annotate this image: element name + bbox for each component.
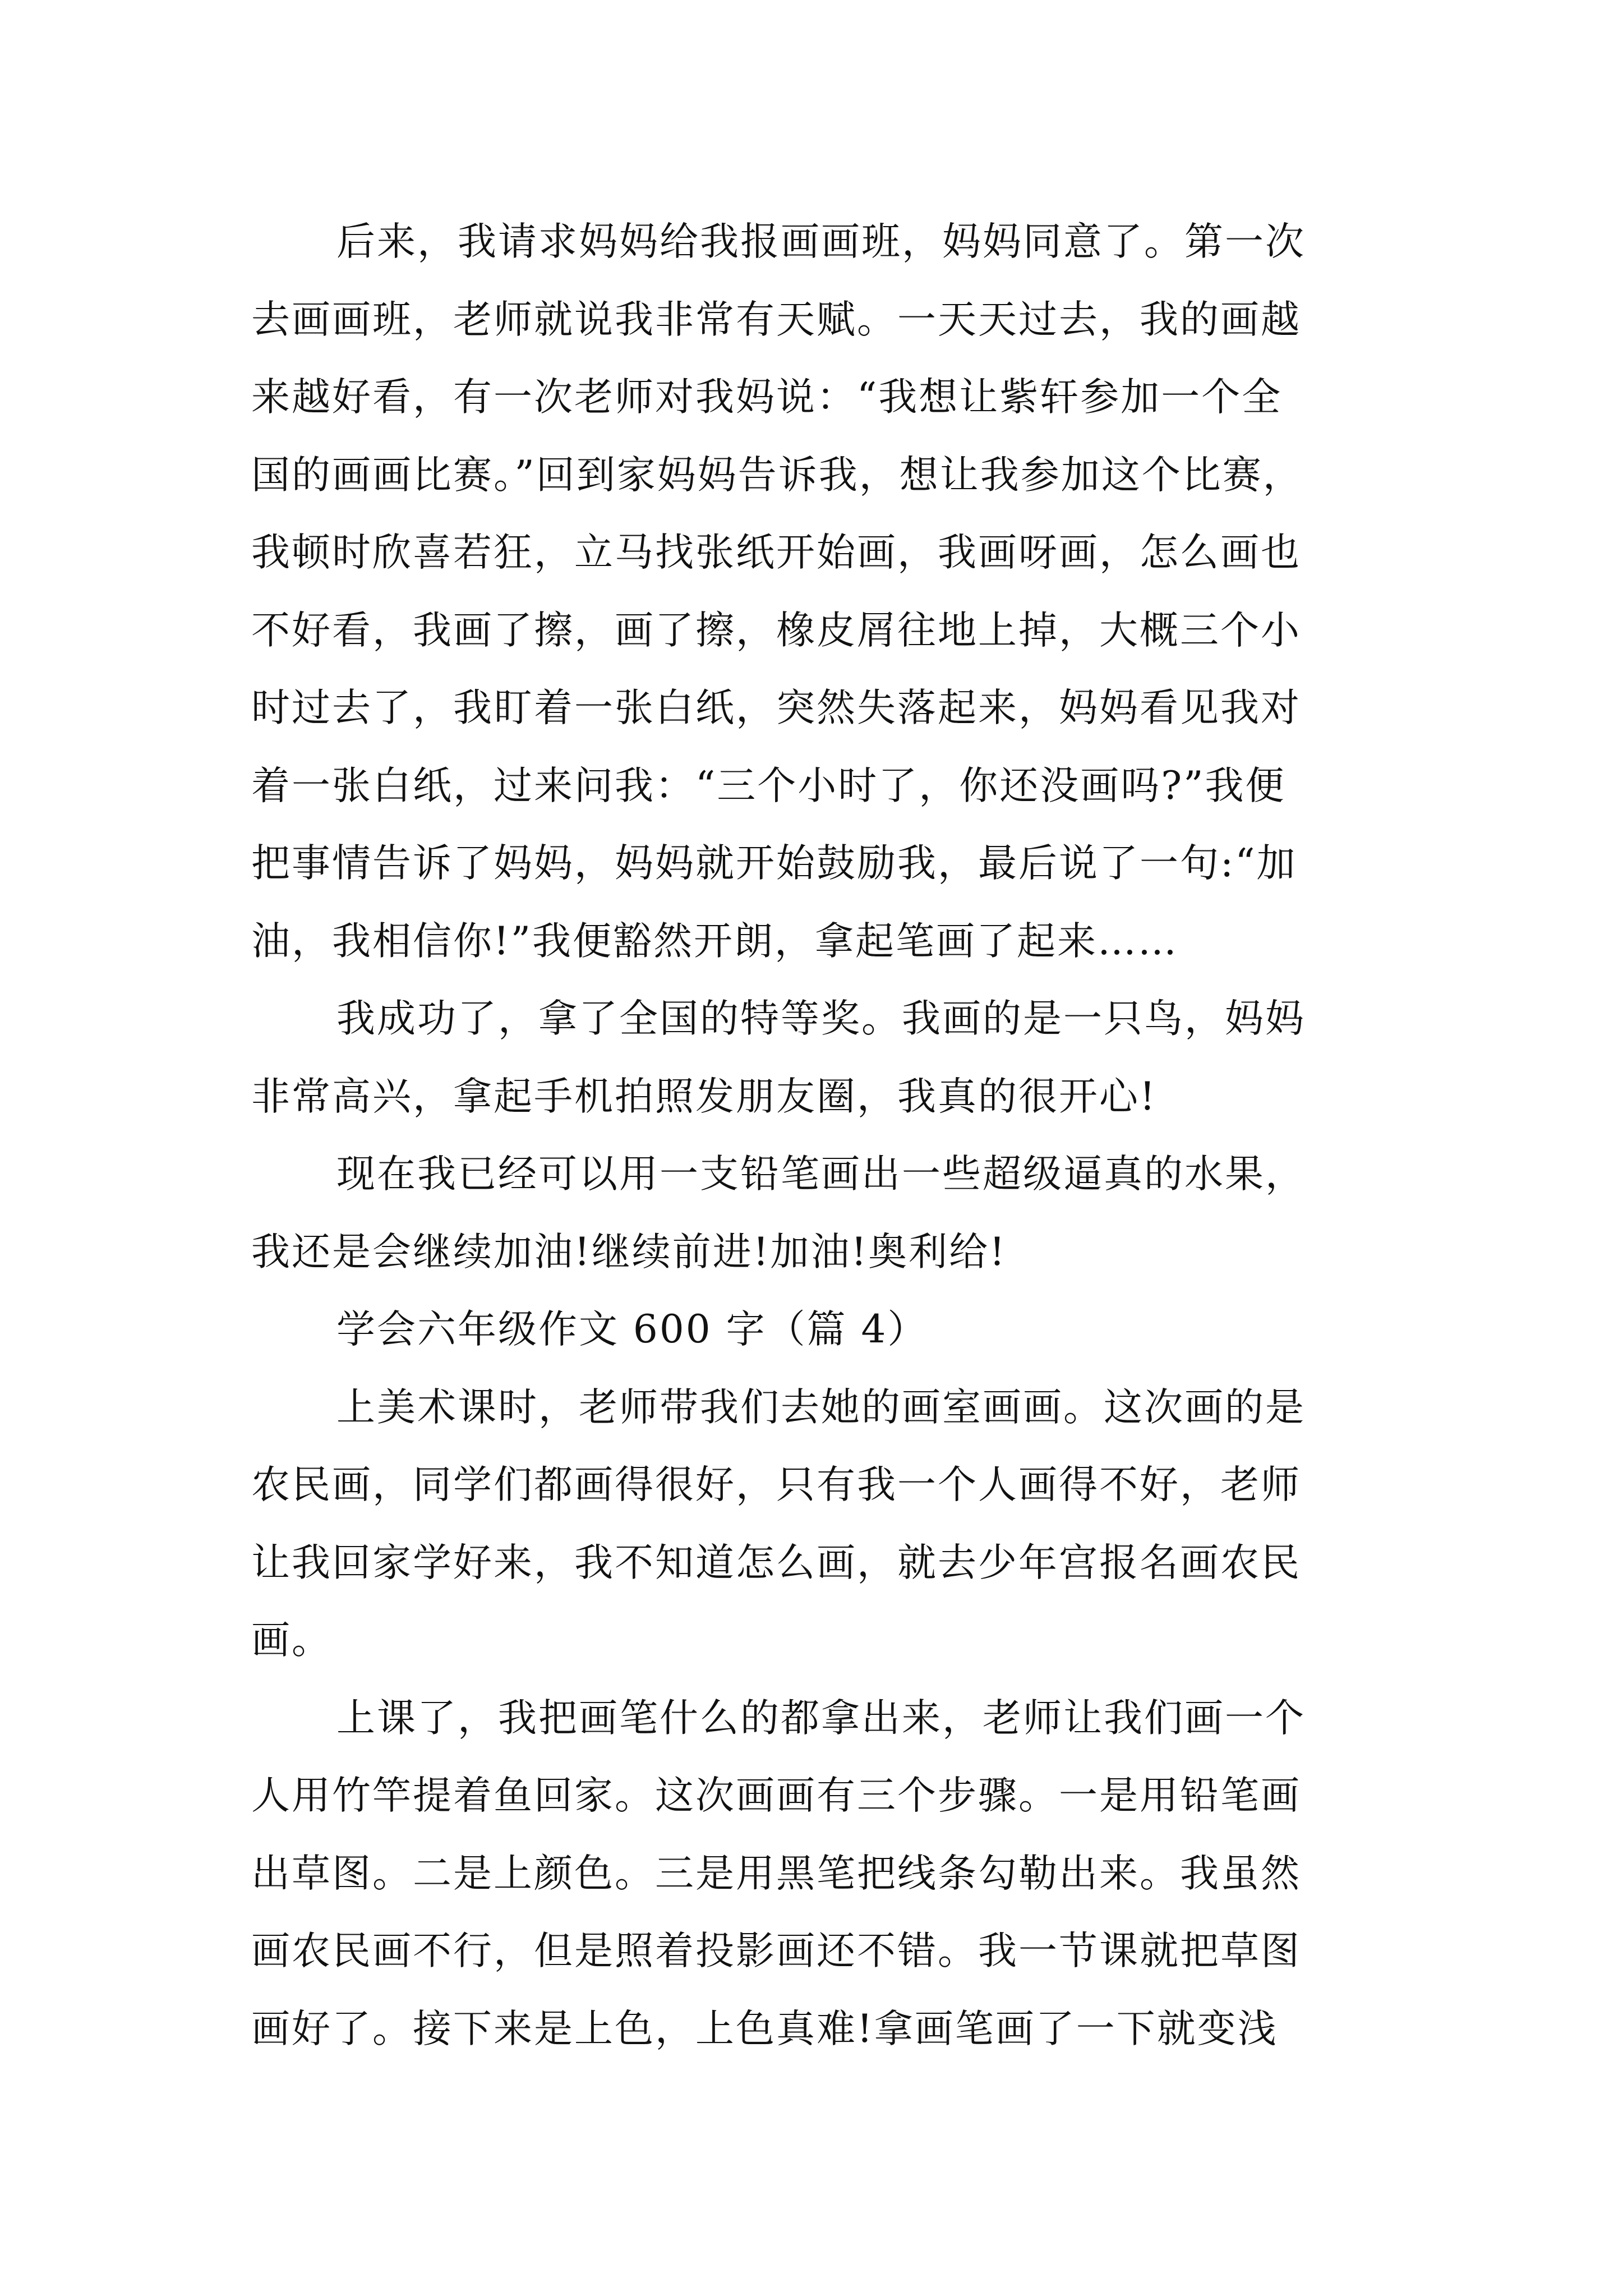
text-line: 农民画，同学们都画得很好，只有我一个人画得不好，老师 <box>251 1462 1301 1507</box>
text-line: 上美术课时，老师带我们去她的画室画画。这次画的是 <box>336 1384 1306 1430</box>
text-line: 我顿时欣喜若狂，立马找张纸开始画，我画呀画，怎么画也 <box>251 530 1301 575</box>
text-line: 让我回家学好来，我不知道怎么画，就去少年宫报名画农民 <box>251 1540 1301 1585</box>
text-line: 去画画班，老师就说我非常有天赋。一天天过去，我的画越 <box>251 297 1301 342</box>
text-line: 画农民画不行，但是照着投影画还不错。我一节课就把草图 <box>251 1929 1301 1973</box>
text-line: 不好看，我画了擦，画了擦，橡皮屑往地上掉，大概三个小 <box>251 608 1301 653</box>
text-line: 来越好看，有一次老师对我妈说：“我想让紫轩参加一个全 <box>251 375 1283 420</box>
text-line: 画。 <box>251 1618 332 1663</box>
text-line: 油，我相信你!”我便豁然开朗，拿起笔画了起来…… <box>251 918 1179 964</box>
text-line: 人用竹竿提着鱼回家。这次画画有三个步骤。一是用铅笔画 <box>251 1773 1301 1818</box>
text-line: 把事情告诉了妈妈，妈妈就开始鼓励我，最后说了一句:“加 <box>251 841 1297 886</box>
essay-body <box>251 203 1390 2068</box>
text-line: 出草图。二是上颜色。三是用黑笔把线条勾勒出来。我虽然 <box>251 1851 1301 1896</box>
text-line: 上课了，我把画笔什么的都拿出来，老师让我们画一个 <box>336 1695 1306 1741</box>
text-line: 非常高兴，拿起手机拍照发朋友圈，我真的很开心! <box>251 1074 1157 1119</box>
text-line: 着一张白纸，过来问我：“三个小时了，你还没画吗?”我便 <box>251 763 1286 808</box>
text-line: 国的画画比赛。”回到家妈妈告诉我，想让我参加这个比赛， <box>251 452 1303 498</box>
text-line: 现在我已经可以用一支铅笔画出一些超级逼真的水果， <box>336 1152 1306 1197</box>
text-line: 我还是会继续加油!继续前进!加油!奥利给! <box>251 1229 1007 1274</box>
text-line: 我成功了，拿了全国的特等奖。我画的是一只鸟，妈妈 <box>336 996 1306 1041</box>
text-line: 画好了。接下来是上色，上色真难!拿画笔画了一下就变浅 <box>251 2006 1278 2051</box>
text-line: 后来，我请求妈妈给我报画画班，妈妈同意了。第一次 <box>336 219 1306 264</box>
text-line: 时过去了，我盯着一张白纸，突然失落起来，妈妈看见我对 <box>251 685 1301 730</box>
section-heading: 学会六年级作文 600 字（篇 4） <box>336 1307 928 1352</box>
